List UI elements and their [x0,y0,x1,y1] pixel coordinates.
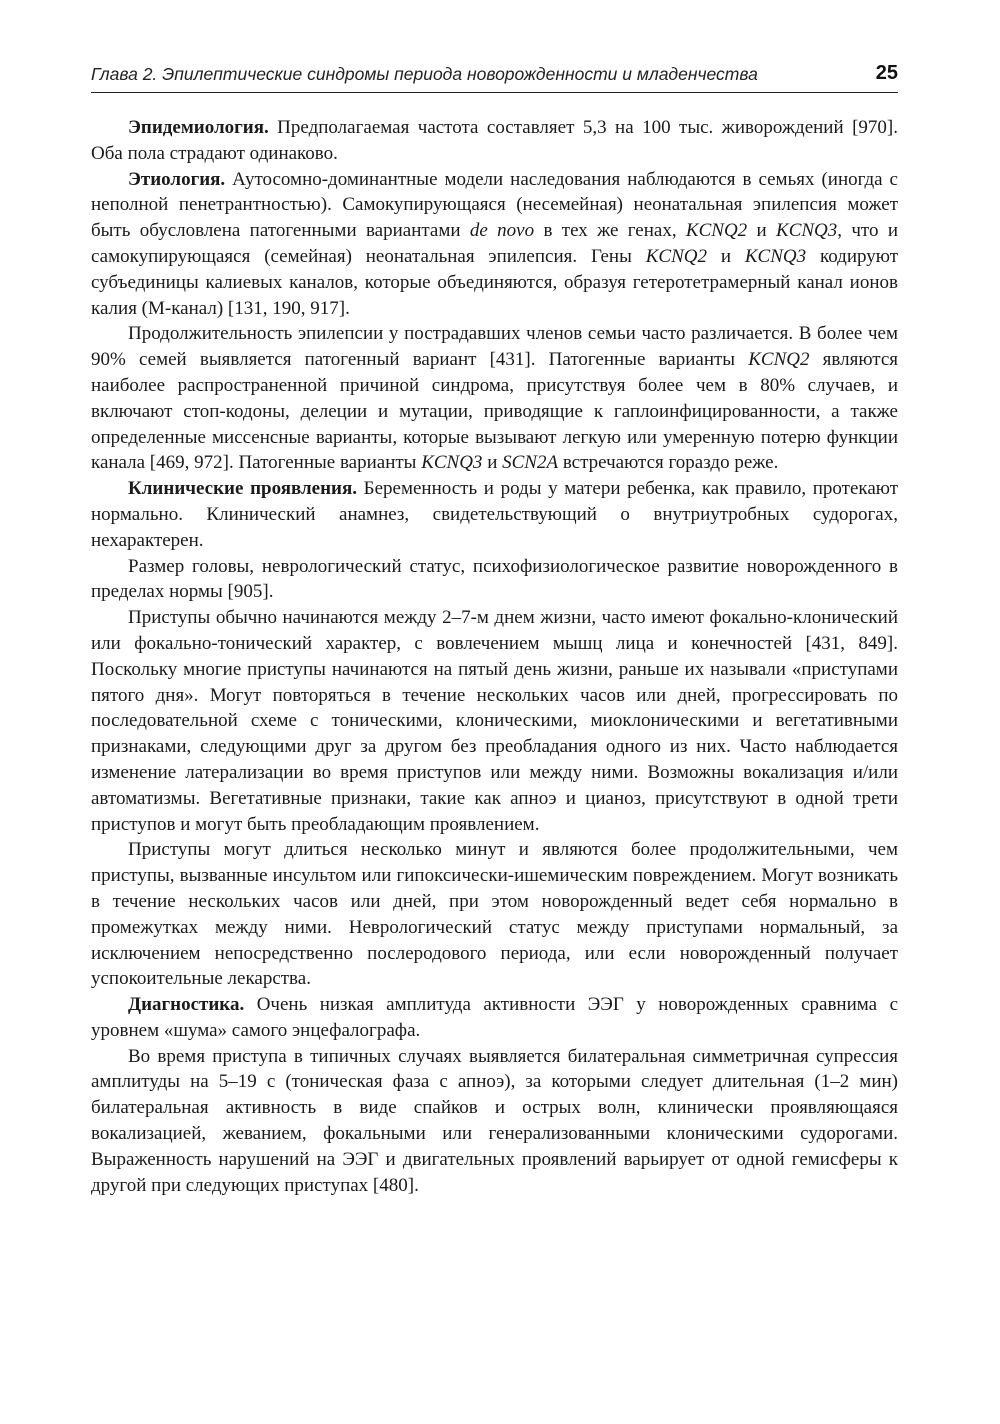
paragraph-text: кодируют субъединицы калиевых каналов, которые объединяются, образуя гетеротетрамерный канал ионов калия (М-канал) [131, 190, 917]. [91,245,898,319]
page-number: 25 [875,62,898,84]
paragraph-head-size: Размер головы, неврологический статус, психофизиологическое развитие новорожденного в пределах нормы [905]. [91,555,898,603]
paragraph-clinical [91,476,898,553]
paragraph-diagnostics [91,992,898,1044]
paragraph-text: Продолжительность эпилепсии у пострадавших членов семьи часто различается. В более чем 90% семей выявляется патогенный вариант [431]. Патогенные варианты [91,323,898,371]
italic-term: de novo [469,220,535,242]
paragraph-eeg-findings: Во время приступа в типичных случаях выявляется билатеральная симметричная супрессия амплитуды на 5–19 с (тоническая фаза с апноэ), за которыми следует длительная (1–2 мин) билатеральная активность в виде спайков и острых волн, клинически проявляющаяся вокализацией, жеванием, фокальными или генерализованными клоническими судорогами. Выраженность нарушений на ЭЭГ и двигательных проявлений варьирует от одной гемисферы к другой при следующих приступах [480]. [91,1045,898,1196]
section-heading-epidemiology: Эпидемиология. [128,117,269,138]
running-header [91,62,898,93]
section-heading-clinical: Клинические проявления. [128,478,358,500]
gene-name: SCN2A [502,452,559,474]
paragraph-text: и [747,220,777,242]
paragraph-text: , что и самокупирующаяся (семейная) неонатальная эпилепсия. Гены [91,220,898,267]
paragraph-epidemiology [91,115,898,167]
gene-name: KCNQ3 [776,220,838,242]
paragraph-text: Беременность и роды у матери ребенка, как правило, протекают нормально. Клинический анамнез, свидетельствующий о внутриутробных судорогах, нехарактерен. [91,478,898,551]
paragraph-text: являются наиболее распространенной причиной синдрома, присутствуя более чем в 80% случаев, и включают стоп-кодоны, делеции и мутации, приводящие к гаплоинфицированности, а также определенные миссенсные варианты, которые вызывают легкую или умеренную потерю функции канала [469, 972]. Патогенные варианты [91,349,898,474]
gene-name: KCNQ2 [685,220,748,242]
body-text [91,115,898,1198]
paragraph-text: встречаются гораздо реже. [558,452,779,474]
paragraph-text: и [482,452,503,474]
paragraph-text: и [706,245,745,267]
paragraph-text: Аутосомно-доминантные модели наследования наблюдаются в семьях (иногда с неполной пенетрантностью). Самокупирующаяся (несемейная) неонатальная эпилепсия может быть обусловлена патогенными вариантами [91,168,898,242]
paragraph-seizure-duration: Приступы могут длиться несколько минут и являются более продолжительными, чем приступы, вызванные инсультом или гипоксически-ишемическим повреждением. Могут возникать в течение нескольких часов или дней, при этом новорожденный ведет себя нормально в промежутках между ними. Неврологический статус между приступами нормальный, за исключением непосредственно послеродового периода, или если новорожденный получает успокоительные лекарства. [91,839,898,990]
paragraph-seizure-onset: Приступы обычно начинаются между 2–7-м днем жизни, часто имеют фокально-клонический или фокально-тонический характер, с вовлечением мышц лица и конечностей [431, 849]. Поскольку многие приступы начинаются на пятый день жизни, раньше их называли «приступами пятого дня». Могут повторяться в течение нескольких часов или дней, прогрессировать по последовательной схеме с тоническими, клоническими, миоклоническими и вегетативными признаками, следующими друг за другом без преобладания одного из них. Часто наблюдается изменение латерализации во время приступов или между ними. Возможны вокализация и/или автоматизмы. Вегетативные признаки, такие как апноэ и цианоз, присутствуют в одной трети приступов и могут быть преобладающим проявлением. [91,607,898,835]
paragraph-text: Предполагаемая частота составляет 5,3 на 100 тыс. живорождений [970]. Оба пола страдают одинаково. [91,117,898,164]
section-heading-diagnostics: Диагностика. [128,994,245,1016]
section-heading-etiology: Этиология. [128,168,226,190]
paragraph-text: в тех же генах, [534,220,686,242]
paragraph-epilepsy-duration [91,321,898,476]
gene-name: KCNQ3 [744,245,807,267]
gene-name: KCNQ3 [421,452,483,474]
paragraph-text: Очень низкая амплитуда активности ЭЭГ у новорожденных сравнима с уровнем «шума» самого энцефалографа. [91,994,898,1041]
paragraph-etiology [91,167,898,322]
gene-name: KCNQ2 [645,245,707,267]
running-title: Глава 2. Эпилептические синдромы периода новорожденности и младенчества [91,64,758,84]
gene-name: KCNQ2 [748,349,810,371]
